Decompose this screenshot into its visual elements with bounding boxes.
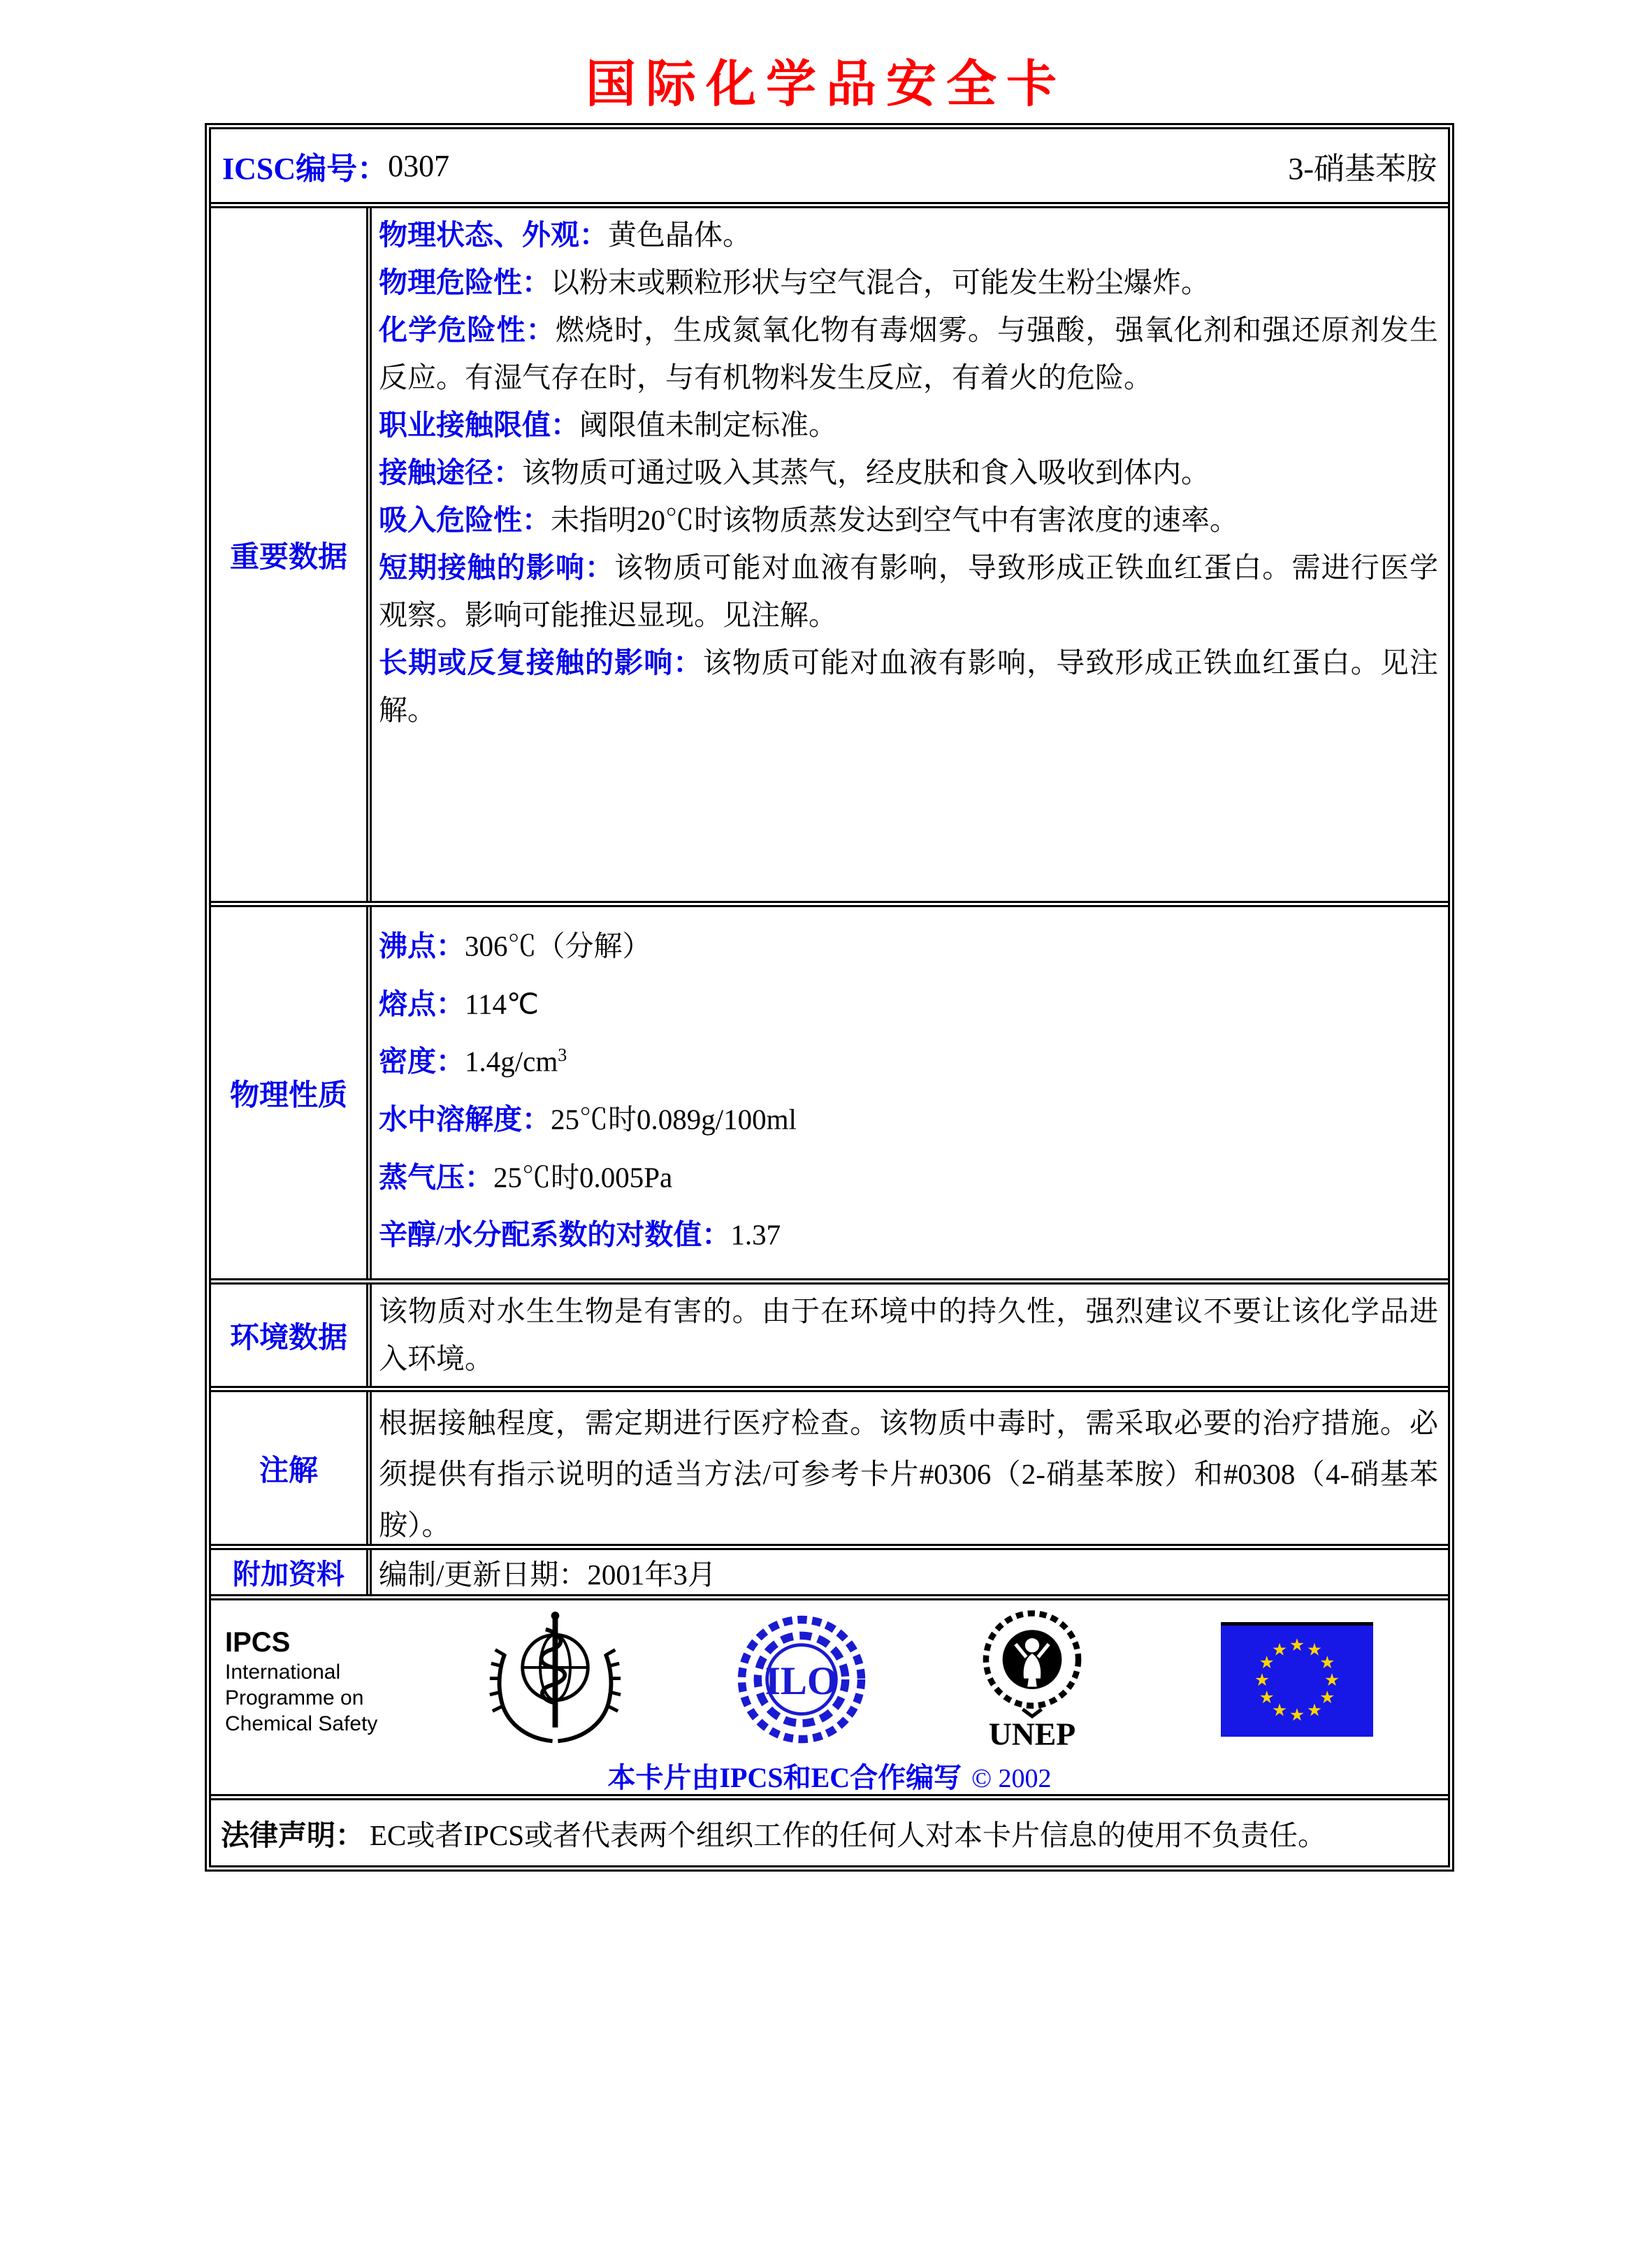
ipcs-line2: Programme on xyxy=(225,1686,364,1709)
caption-copyright: © 2002 xyxy=(971,1764,1052,1793)
field-value: 25℃时0.005Pa xyxy=(493,1161,673,1194)
environment-data-row xyxy=(211,1278,1448,1386)
notes-content: 根据接触程度，需定期进行医疗检查。该物质中毒时，需采取必要的治疗措施。必须提供有指示说明的适当方法/可参考卡片#0306（2-硝基苯胺）和#0308（4-硝基苯胺）。 xyxy=(379,1407,1438,1541)
field-label: 沸点： xyxy=(379,930,465,962)
field-label: 物理状态、外观： xyxy=(379,219,608,251)
list-item xyxy=(379,1087,1438,1145)
legal-text: EC或者IPCS或者代表两个组织工作的任何人对本卡片信息的使用不负责任。 xyxy=(370,1819,1326,1851)
ipcs-line3: Chemical Safety xyxy=(225,1712,378,1735)
field-label: 蒸气压： xyxy=(379,1161,493,1194)
field-value: 25℃时0.089g/100ml xyxy=(551,1103,797,1136)
update-date-value: 2001年3月 xyxy=(587,1559,716,1591)
field-value: 1.37 xyxy=(730,1218,781,1251)
field-label: 短期接触的影响： xyxy=(379,551,615,584)
icsc-card-table xyxy=(205,123,1454,1872)
notes-row xyxy=(211,1386,1448,1544)
field-value: 燃烧时，生成氮氧化物有毒烟雾。与强酸，强氧化剂和强还原剂发生反应。有湿气存在时，与有机物料发生反应，有着火的危险。 xyxy=(379,314,1438,393)
list-item xyxy=(379,639,1438,734)
field-label: 职业接触限值： xyxy=(379,409,579,441)
list-item xyxy=(379,306,1438,401)
icsc-number-value: 0307 xyxy=(388,148,450,183)
physical-properties-content xyxy=(372,907,1448,1278)
physical-properties-row xyxy=(211,901,1448,1278)
field-label: 熔点： xyxy=(379,988,465,1020)
logo-strip xyxy=(211,1600,1448,1754)
list-item xyxy=(379,1145,1438,1203)
field-value: 以粉末或颗粒形状与空气混合，可能发生粉尘爆炸。 xyxy=(551,266,1210,298)
field-value: 306℃（分解） xyxy=(465,930,651,962)
field-value: 阈限值未制定标准。 xyxy=(579,409,837,441)
caption-main-text: 本卡片由IPCS和EC合作编写 xyxy=(607,1762,962,1793)
icsc-number-group xyxy=(222,143,449,188)
list-item xyxy=(379,401,1438,449)
list-item xyxy=(379,972,1438,1030)
field-value: 114℃ xyxy=(465,988,539,1020)
field-label: 水中溶解度： xyxy=(379,1103,551,1136)
field-value: 该物质可能对血液有影响，导致形成正铁血红蛋白。需进行医学观察。影响可能推迟显现。见注解。 xyxy=(379,551,1439,631)
field-label: 辛醇/水分配系数的对数值： xyxy=(379,1218,731,1251)
field-value: 该物质可通过吸入其蒸气，经皮肤和食入吸收到体内。 xyxy=(522,456,1210,489)
field-label: 物理危险性： xyxy=(379,266,551,298)
list-item xyxy=(379,211,1438,259)
list-item xyxy=(379,544,1438,639)
list-item xyxy=(379,449,1438,496)
page-title: 国际化学品安全卡 xyxy=(585,57,1066,113)
logos-row xyxy=(211,1594,1448,1794)
section-label-notes: 注解 xyxy=(211,1392,372,1544)
list-item xyxy=(379,1029,1438,1087)
section-label-physical: 物理性质 xyxy=(211,907,372,1278)
card-header-row xyxy=(211,129,1448,202)
section-label-important: 重要数据 xyxy=(211,208,372,901)
chemical-name: 3-硝基苯胺 xyxy=(1288,152,1437,186)
field-label: 长期或反复接触的影响： xyxy=(379,646,703,679)
field-label: 密度： xyxy=(379,1045,465,1078)
field-value: 1.4g/cm xyxy=(465,1045,558,1078)
update-date-label: 编制/更新日期： xyxy=(379,1559,588,1591)
who-logo-icon xyxy=(487,1607,623,1754)
ipcs-acronym: IPCS xyxy=(225,1626,291,1658)
list-item xyxy=(379,914,1438,972)
field-label: 接触途径： xyxy=(379,456,522,489)
eu-flag-icon xyxy=(1221,1622,1373,1740)
field-value: 该物质可能对血液有影响，导致形成正铁血红蛋白。见注解。 xyxy=(379,646,1439,726)
field-label: 吸入危险性： xyxy=(379,504,551,536)
field-value: 黄色晶体。 xyxy=(608,219,751,251)
section-label-environment: 环境数据 xyxy=(211,1285,372,1386)
important-data-content xyxy=(372,208,1448,901)
ilo-wordmark: ILO xyxy=(765,1658,839,1703)
environment-data-content: 该物质对水生生物是有害的。由于在环境中的持久性，强烈建议不要让该化学品进入环境。 xyxy=(379,1295,1438,1375)
additional-info-row xyxy=(211,1544,1448,1594)
field-superscript: 3 xyxy=(558,1045,567,1066)
unep-logo-icon xyxy=(973,1607,1092,1754)
list-item xyxy=(379,1203,1438,1261)
ipcs-line1: International xyxy=(225,1660,341,1684)
ilo-logo-icon xyxy=(735,1613,868,1749)
list-item xyxy=(379,496,1438,544)
unep-wordmark: UNEP xyxy=(988,1716,1076,1751)
cooperation-caption xyxy=(211,1756,1448,1795)
section-label-additional: 附加资料 xyxy=(211,1550,372,1594)
field-value: 未指明20℃时该物质蒸发达到空气中有害浓度的速率。 xyxy=(551,504,1238,536)
legal-label: 法律声明： xyxy=(221,1819,364,1851)
field-label: 化学危险性： xyxy=(379,314,556,346)
additional-info-content xyxy=(372,1550,1448,1594)
ipcs-wordmark xyxy=(225,1626,414,1737)
icsc-number-label: ICSC编号： xyxy=(222,152,389,186)
important-data-row xyxy=(211,202,1448,901)
legal-row xyxy=(211,1794,1448,1865)
list-item xyxy=(379,259,1438,306)
